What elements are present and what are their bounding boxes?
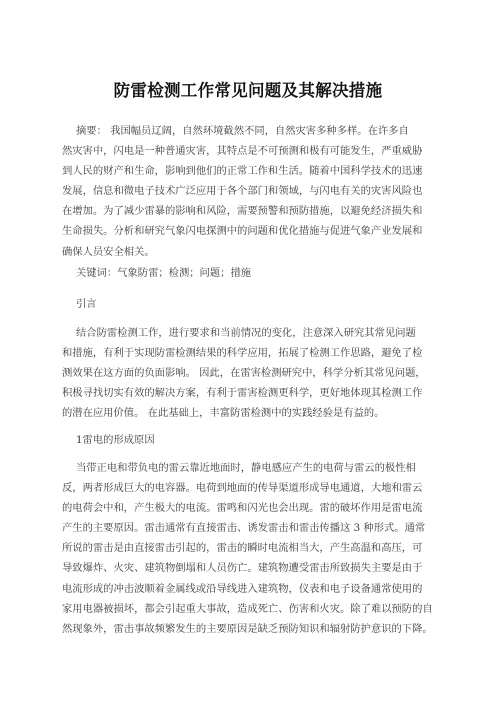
abstract-line: 然灾害中，闪电是一种普通灾害，其特点是不可预测和极有可能发生，严重威胁 <box>62 145 423 158</box>
abstract-line: 确保人员安全相关。 <box>62 245 155 258</box>
document-title: 防雷检测工作常见问题及其解决措施 <box>113 81 383 100</box>
section-1-line: 的电荷会中和，产生极大的电流。雷鸣和闪光也会出现。雷的破坏作用是雷电流 <box>62 502 423 515</box>
section-1-line: 然现象外，雷击事故频繁发生的主要原因是缺乏预防知识和辐射防护意识的下降。 <box>62 622 433 635</box>
abstract-line: 发展，信息和微电子技术广泛应用于各个部门和领域，与闪电有关的灾害风险也 <box>62 185 423 198</box>
section-1-line: 导致爆炸、火灾、建筑物倒塌和人员伤亡。建筑物遭受雷击所致损失主要是由于 <box>62 562 423 575</box>
abstract-line: 在增加。为了减少雷暴的影响和风险，需要预警和预防措施，以避免经济损失和 <box>62 205 423 218</box>
section-1-heading: 1雷电的形成原因 <box>76 434 155 446</box>
abstract-line: 摘要： 我国幅员辽阔，自然环境截然不同，自然灾害多种多样。在许多自 <box>76 125 409 137</box>
intro-heading: 引言 <box>76 298 97 310</box>
intro-line: 和措施，有利于实现防雷检测结果的科学应用，拓展了检测工作思路，避免了检 <box>62 347 423 360</box>
intro-line: 结合防雷检测工作，进行要求和当前情况的变化，注意深入研究其常见问题 <box>76 327 416 339</box>
section-1-line: 反，两者形成巨大的电容器。电荷到地面的传导渠道形成导电通道，大地和雷云 <box>62 482 423 495</box>
intro-line: 的潜在应用价值。 在此基础上，丰富防雷检测中的实践经验是有益的。 <box>62 407 385 420</box>
intro-line: 测效果在这方面的负面影响。 因此，在雷害检测研究中，科学分析其常见问题， <box>62 367 426 380</box>
abstract-line: 生命损失。分析和研究气象闪电探测中的问题和优化措施与促进气象产业发展和 <box>62 225 423 238</box>
section-1-line: 家用电器被损坏，都会引起重大事故，造成死亡、伤害和火灾。除了难以预防的自 <box>62 602 433 615</box>
section-1-line: 所说的雷击是由直接雷击引起的，雷击的瞬时电流相当大，产生高温和高压，可 <box>62 542 423 555</box>
abstract-line: 到人民的财产和生命，影响到他们的正常工作和生活。随着中国科学技术的迅速 <box>62 165 423 178</box>
section-1-line: 产生的主要原因。雷击通常有直接雷击、诱发雷击和雷击传播这 3 种形式。通常 <box>62 522 426 535</box>
section-1-paragraph <box>62 458 442 639</box>
keywords-line: 关键词：气象防雷；检测；问题；措施 <box>76 267 252 279</box>
section-1-line: 电流形成的冲击波顺着金属线或沿导线进入建筑物，仪表和电子设备通常使用的 <box>62 582 423 595</box>
intro-line: 积极寻找切实有效的解决方案，有利于雷害检测更科学，更好地体现其检测工作 <box>62 387 423 400</box>
abstract-paragraph <box>62 121 442 262</box>
section-1-line: 当带正电和带负电的雷云靠近地面时，静电感应产生的电荷与雷云的极性相 <box>76 462 416 474</box>
intro-paragraph <box>62 323 442 423</box>
